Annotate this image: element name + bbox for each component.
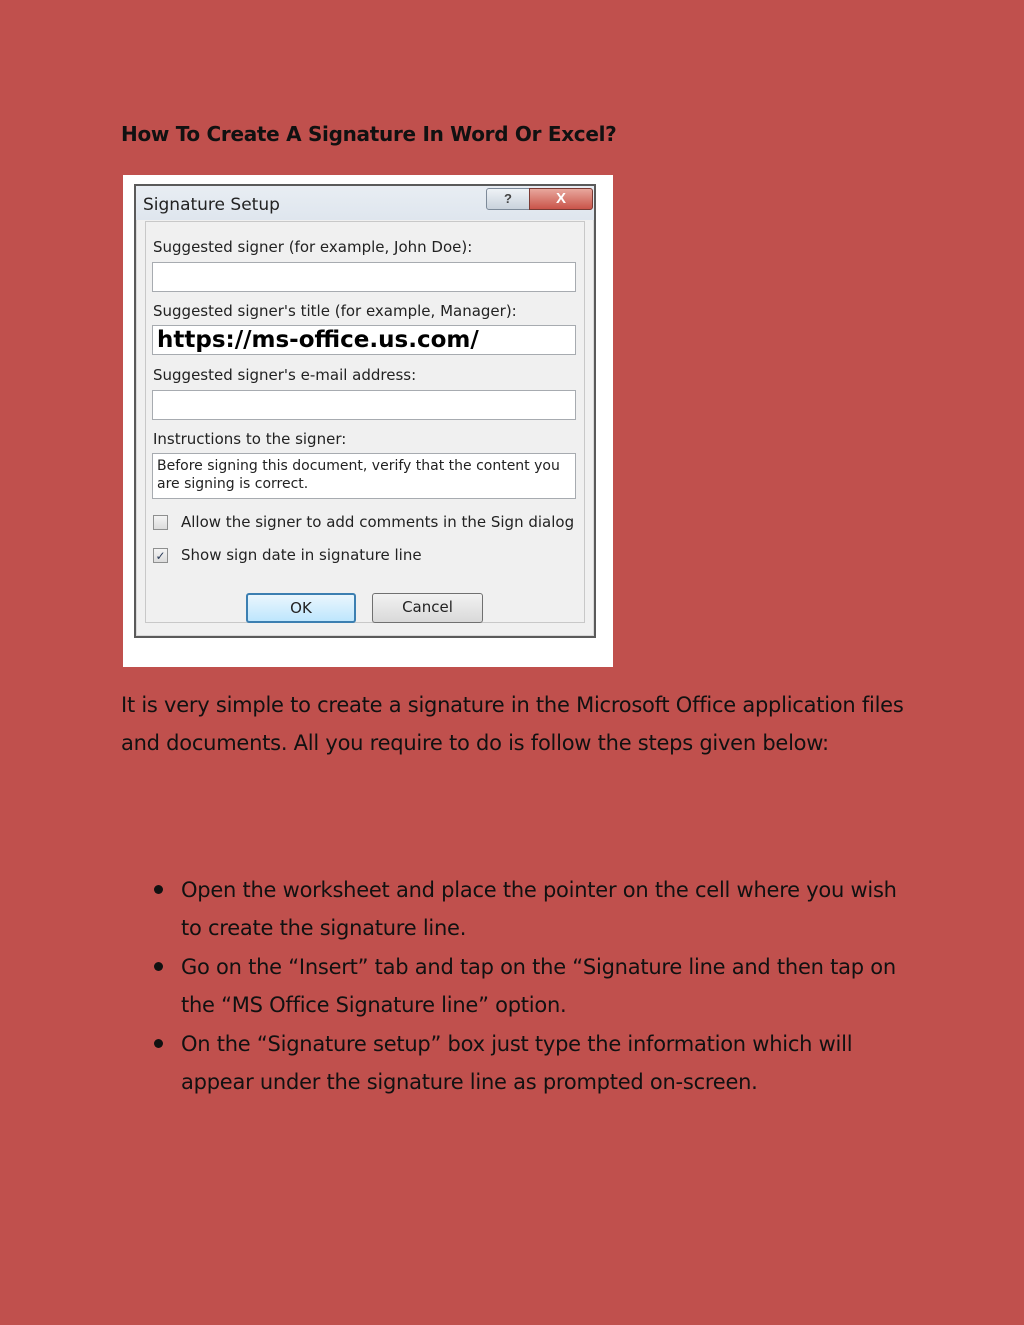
signature-setup-screenshot (123, 175, 613, 667)
show-date-checkbox[interactable]: ✓ (153, 548, 168, 563)
dialog-title: Signature Setup (143, 195, 280, 215)
steps-list (121, 871, 921, 1102)
help-button[interactable]: ? (486, 188, 530, 210)
cancel-button[interactable]: Cancel (372, 593, 483, 623)
bullet-icon (154, 885, 163, 894)
list-item (121, 871, 921, 947)
allow-comments-row[interactable] (153, 513, 574, 531)
bullet-icon (154, 1039, 163, 1048)
list-item (121, 1025, 921, 1101)
instructions-field[interactable]: Before signing this document, verify that the content you are signing is correct. (152, 453, 576, 499)
step-text: Open the worksheet and place the pointer on the cell where you wish to create the signature line. (181, 878, 897, 940)
close-button[interactable]: X (529, 188, 593, 210)
page-heading: How To Create A Signature In Word Or Excel? (121, 122, 617, 146)
signer-title-field[interactable]: https://ms-office.us.com/ (152, 325, 576, 355)
signer-title-label: Suggested signer's title (for example, Manager): (153, 302, 517, 320)
dialog-titlebar (136, 186, 594, 220)
ok-button[interactable]: OK (246, 593, 356, 623)
show-date-row[interactable] (153, 546, 422, 564)
list-item (121, 948, 921, 1024)
instructions-label: Instructions to the signer: (153, 430, 347, 448)
step-text: Go on the “Insert” tab and tap on the “Signature line and then tap on the “MS Office Signature line” option. (181, 955, 896, 1017)
signer-label: Suggested signer (for example, John Doe): (153, 238, 473, 256)
show-date-label: Show sign date in signature line (181, 546, 422, 564)
allow-comments-label: Allow the signer to add comments in the Sign dialog (181, 513, 575, 531)
signature-setup-dialog (134, 184, 596, 638)
signer-email-label: Suggested signer's e-mail address: (153, 366, 417, 384)
signer-email-field[interactable] (152, 390, 576, 420)
step-text: On the “Signature setup” box just type the information which will appear under the signature line as prompted on-screen. (181, 1032, 853, 1094)
allow-comments-checkbox[interactable] (153, 515, 168, 530)
intro-paragraph: It is very simple to create a signature in the Microsoft Office application files and documents. All you require to do is follow the steps given below: (121, 693, 904, 755)
signer-field[interactable] (152, 262, 576, 292)
bullet-icon (154, 962, 163, 971)
